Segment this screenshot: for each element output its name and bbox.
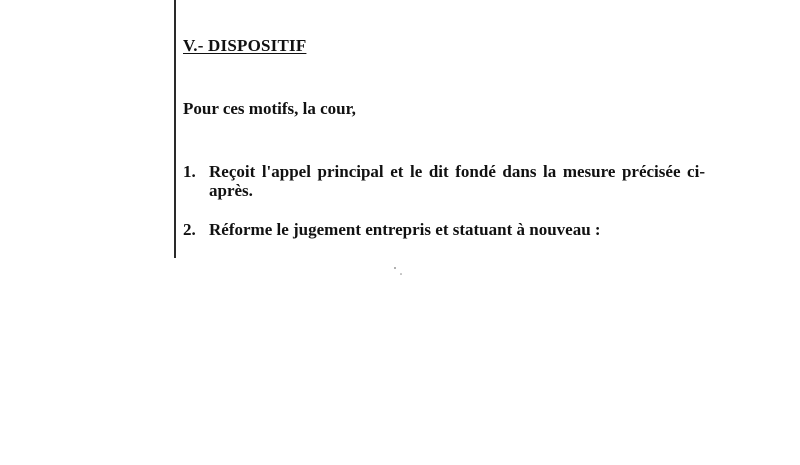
list-item <box>183 162 705 200</box>
list-item <box>183 220 705 239</box>
intro-text: Pour ces motifs, la cour, <box>183 99 356 118</box>
list-item-number: 2. <box>183 220 196 239</box>
list-item-number: 1. <box>183 162 196 181</box>
section-heading: V.- DISPOSITIF <box>183 36 307 55</box>
left-margin-rule <box>174 0 176 258</box>
list-item-text: Réforme le jugement entrepris et statuant à nouveau : <box>209 220 601 239</box>
list-item-text: Reçoit l'appel principal et le dit fondé dans la mesure précisée ci-après. <box>209 162 705 200</box>
scan-speck-mark <box>392 265 404 277</box>
